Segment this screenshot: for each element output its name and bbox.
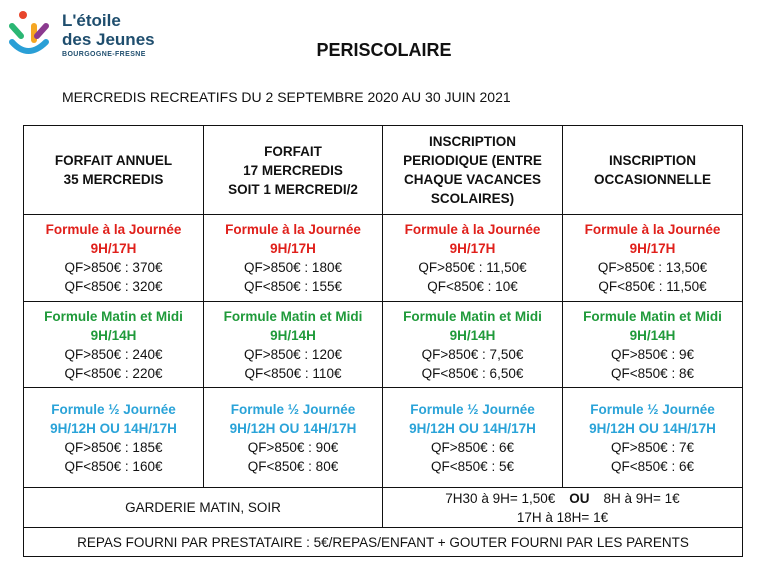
price-high: QF>850€ : 11,50€ (418, 260, 527, 275)
header-package-17 (204, 126, 383, 215)
header-line: CHAQUE VACANCES (403, 172, 541, 187)
header-line: INSCRIPTION (608, 153, 696, 168)
formula-row-morning-noon (24, 302, 743, 388)
price-cell (204, 388, 383, 488)
price-cell (563, 215, 743, 302)
price-cell (563, 388, 743, 488)
pricing-table (23, 125, 743, 557)
price-high: QF>850€ : 90€ (247, 439, 339, 455)
header-line: OCCASIONNELLE (593, 172, 711, 187)
price-high: QF>850€ : 240€ (64, 346, 163, 362)
garderie-slot-1: 7H30 à 9H= 1,50€ (445, 490, 556, 506)
price-low: QF<850€ : 5€ (431, 458, 514, 474)
formula-hours: 9H/17H (270, 241, 316, 256)
garderie-slot-3: 17H à 18H= 1€ (516, 509, 609, 525)
logo-line-2: des Jeunes (62, 30, 155, 49)
price-low: QF<850€ : 320€ (64, 279, 163, 294)
price-low: QF<850€ : 155€ (244, 279, 342, 294)
price-cell (383, 388, 563, 488)
logo-subtitle: BOURGOGNE-FRESNE (62, 51, 146, 58)
price-cell (383, 215, 563, 302)
price-low: QF<850€ : 80€ (247, 458, 339, 474)
price-high: QF>850€ : 13,50€ (597, 260, 708, 275)
formula-name: Formule Matin et Midi (403, 308, 542, 324)
garderie-slot-2: 8H à 9H= 1€ (603, 490, 680, 506)
formula-hours: 9H/17H (90, 241, 137, 256)
repas-row (24, 528, 743, 557)
formula-name: Formule ½ Journée (230, 401, 356, 417)
price-low: QF<850€ : 160€ (64, 458, 163, 474)
formula-row-full-day (24, 215, 743, 302)
header-line: SOIT 1 MERCREDI/2 (228, 181, 358, 197)
header-line: SCOLAIRES) (430, 191, 515, 206)
price-low: QF<850€ : 8€ (611, 365, 694, 381)
formula-hours: 9H/14H (449, 327, 496, 343)
price-high: QF>850€ : 185€ (64, 439, 163, 455)
header-periodic (383, 126, 563, 215)
formula-name: Formule ½ Journée (590, 401, 715, 417)
header-annual (24, 126, 204, 215)
formula-name: Formule ½ Journée (51, 401, 176, 417)
price-high: QF>850€ : 9€ (611, 346, 694, 362)
price-cell (563, 302, 743, 388)
price-high: QF>850€ : 120€ (244, 346, 342, 362)
formula-hours: 9H/17H (449, 241, 496, 256)
price-low: QF<850€ : 110€ (244, 365, 342, 381)
price-high: QF>850€ : 7,50€ (421, 346, 524, 362)
price-low: QF<850€ : 6,50€ (421, 365, 524, 381)
header-line: 35 MERCREDIS (63, 172, 164, 187)
formula-row-half-day (24, 388, 743, 488)
formula-hours: 9H/14H (629, 327, 676, 343)
page-title: PERISCOLAIRE (316, 40, 452, 60)
garderie-prices (383, 488, 743, 528)
price-cell (24, 388, 204, 488)
header-occasional (563, 126, 743, 215)
garderie-row (24, 488, 743, 528)
formula-hours: 9H/14H (270, 327, 316, 343)
garderie-label: GARDERIE MATIN, SOIR (24, 488, 383, 528)
header-line: FORFAIT (264, 143, 322, 159)
price-high: QF>850€ : 6€ (431, 439, 514, 455)
price-cell (204, 302, 383, 388)
price-cell (383, 302, 563, 388)
formula-name: Formule ½ Journée (410, 401, 535, 417)
header-line: INSCRIPTION (428, 134, 516, 149)
price-high: QF>850€ : 370€ (64, 260, 163, 275)
formula-name: Formule Matin et Midi (583, 308, 722, 324)
formula-name: Formule à la Journée (404, 222, 541, 237)
price-cell (24, 215, 204, 302)
formula-name: Formule à la Journée (584, 222, 721, 237)
header-line: PERIODIQUE (ENTRE (403, 153, 542, 168)
price-high: QF>850€ : 7€ (611, 439, 694, 455)
formula-hours: 9H/14H (90, 327, 137, 343)
formula-hours: 9H/12H OU 14H/17H (589, 420, 716, 436)
formula-name: Formule à la Journée (225, 222, 361, 237)
formula-hours: 9H/12H OU 14H/17H (50, 420, 177, 436)
header-row (24, 126, 743, 215)
formula-hours: 9H/17H (629, 241, 676, 256)
price-high: QF>850€ : 180€ (244, 260, 342, 275)
logo-line-1: L'étoile (62, 11, 121, 30)
formula-name: Formule à la Journée (45, 222, 182, 237)
period-subtitle: MERCREDIS RECREATIFS DU 2 SEPTEMBRE 2020 AU 30 JUIN 2021 (62, 89, 511, 105)
price-low: QF<850€ : 6€ (611, 458, 694, 474)
formula-name: Formule Matin et Midi (223, 308, 363, 324)
repas-note: REPAS FOURNI PAR PRESTATAIRE : 5€/REPAS/ENFANT + GOUTER FOURNI PAR LES PARENTS (24, 528, 743, 557)
price-low: QF<850€ : 220€ (64, 365, 163, 381)
price-cell (24, 302, 204, 388)
price-cell (204, 215, 383, 302)
header-line: 17 MERCREDIS (243, 162, 343, 178)
header-line: FORFAIT ANNUEL (54, 153, 173, 168)
formula-hours: 9H/12H OU 14H/17H (409, 420, 536, 436)
formula-name: Formule Matin et Midi (44, 308, 183, 324)
price-low: QF<850€ : 11,50€ (598, 279, 707, 294)
garderie-or: OU (569, 490, 590, 506)
formula-hours: 9H/12H OU 14H/17H (229, 420, 357, 436)
price-low: QF<850€ : 10€ (427, 279, 518, 294)
